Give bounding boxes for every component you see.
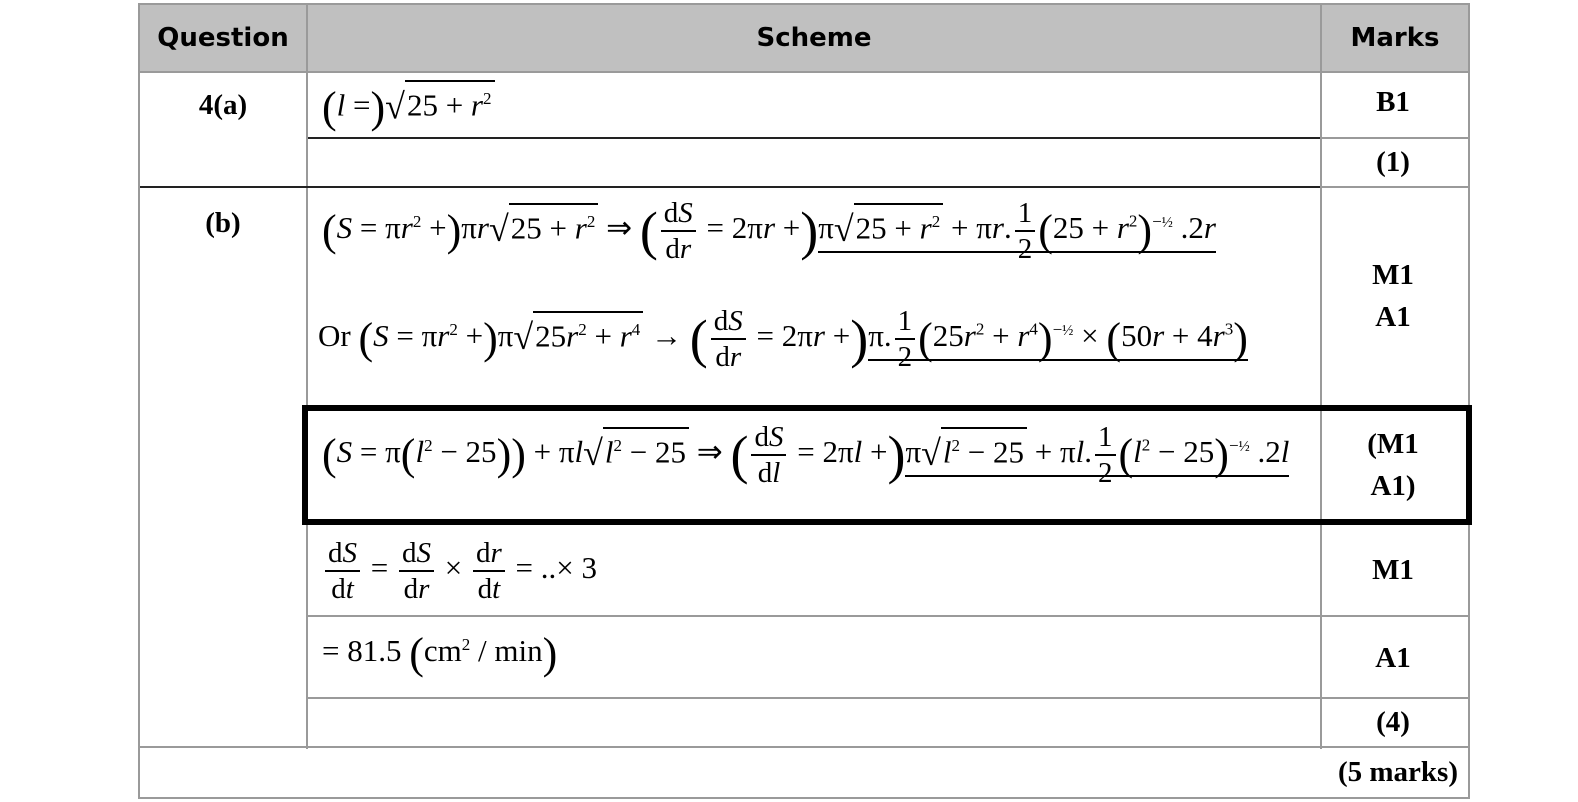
row-divider	[308, 137, 1320, 139]
part-divider	[1320, 186, 1468, 188]
table-header-row	[140, 5, 1468, 73]
row-divider	[140, 746, 1468, 748]
mark-b-chain-m1: M1	[1372, 554, 1414, 586]
scheme-b-line-2: Or $(S = \pi r^2 +)\pi√25r^2 + r^4$ → ( $\frac{dS}{dr}$ = 2πr +)π. $\frac{1}{2}$ $(25r^2 + r^4)^{-\frac{1}{2}} \times (50r + 4r^3)$	[318, 305, 1248, 373]
row-divider	[308, 615, 1468, 617]
column-divider-question	[306, 5, 308, 749]
mark-b-alt-a1: A1)	[1370, 470, 1416, 502]
scheme-b-line-alt: $(S = \pi(l^2 - 25)) + \pi l√l^2 - 25$ ⇒ ( $\frac{dS}{dl}$ = $2\pi l +)\pi√l^2 - 25 + \pi l$. $\frac{1}{2}$ $(l^2 - 25)^{-\frac{1}{2}}$ .2l	[322, 421, 1290, 489]
mark-b-alt-m1: (M1	[1367, 428, 1419, 460]
grand-total: (5 marks)	[1337, 756, 1458, 788]
scheme-b-answer: = 81.5 $(cm^2 / \min)$	[322, 629, 558, 678]
row-divider	[1320, 137, 1468, 139]
mark-b-m1: M1	[1372, 259, 1414, 291]
question-column-header: Question	[157, 23, 289, 53]
mark-a: B1	[1376, 86, 1410, 118]
mark-b-answer-a1: A1	[1375, 642, 1411, 674]
question-label-4a: 4(a)	[198, 89, 248, 121]
marks-column-header: Marks	[1350, 23, 1440, 53]
mark-b-total: (4)	[1376, 706, 1410, 738]
mark-b-a1: A1	[1375, 301, 1411, 333]
scheme-b-line-1: $(S = \pi r^2 +)\pi r√25 + r^2$ ⇒ ( $\frac{dS}{dr}$ = $2\pi r +)\pi√25 + r^2 + \pi r$. $\frac{1}{2}$ $(25 + r^2)^{-\frac{1}{2}}$ .2r	[322, 197, 1216, 265]
question-label-4b: (b)	[205, 207, 241, 239]
row-divider	[308, 697, 1468, 699]
part-divider	[140, 186, 1320, 188]
mark-a-total: (1)	[1376, 146, 1410, 178]
scheme-a-expression: $(l =)√25 + r^2$	[322, 80, 495, 130]
scheme-b-chain-rule: $\frac{dS}{dt}$ = $\frac{dS}{dr}$ × $\frac{dr}{dt}$ = ..× 3	[322, 536, 597, 606]
scheme-column-header: Scheme	[756, 23, 872, 53]
